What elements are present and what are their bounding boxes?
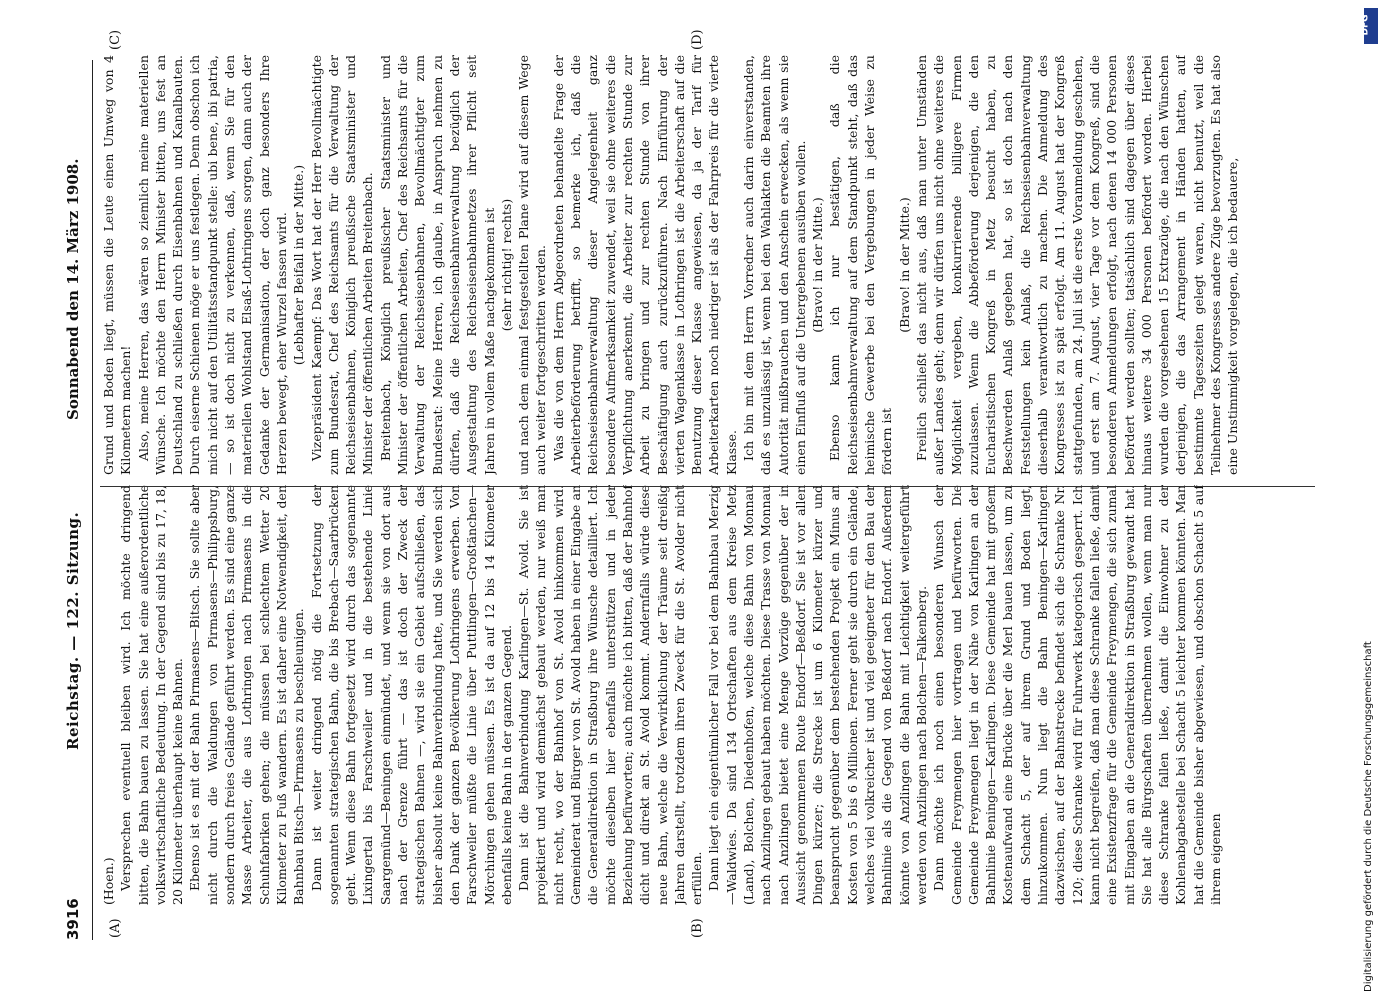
digitization-credit [1360,8,1380,992]
session-date: Sonnabend den 14. März 1908. [64,158,82,420]
paragraph: Freilich schließt das nicht aus, daß man unter Umständen außer Landes geht; denn wir dürfen uns nicht ohne weiteres die Möglichkeit vergeben, konkurrierende billigere Firmen zuzulassen. Wenn die Abbeförderung derjenigen, die den Eucharistischen Kongreß in Metz besucht haben, zu Beschwerden Anlaß gegeben hat, so ist doch nach den Feststellungen kein Anlaß, die Reichseisenbahnverwaltung dieserhalb verantwortlich zu machen. Die Anmeldung des Kongresses ist zu spät erfolgt. Am 11. August hat der Kongreß stattgefunden, am 24. Juli ist die erste Voranmeldung geschehen, und erst am 7. August, vier Tage vor dem Kongreß, sind die besonderen Anmeldungen erfolgt, nach denen 14 000 Personen befördert werden sollten; tatsächlich sind dagegen über dieses hinaus weitere 34 000 Personen befördert worden. Hierbei wurden die vorgesehenen 15 Extrazüge, die nach den Wünschen derjenigen, die das Arrangement in Händen hatten, auf bestimmte Tageszeiten gelegt waren, nicht benutzt, weil die Teilnehmer des Kongresses andere Züge bevorzugten. Es hat also eine Unstimmigkeit vorgelegen, die ich bedauere, [913,55,1241,475]
dfg-logo-text: DFG [1360,14,1371,36]
paragraph: Dann liegt ein eigentümlicher Fall vor bei dem Bahnbau Merzig—Waldwies. Da sind 134 Ortschaften aus dem Kreise Metz (Land), Bolchen, Diedenhofen, welche diese Bahn von Monnau nach Anzlingen gebaut haben möchten. Diese Trasse von Monnau nach Anzlingen bietet eine Menge Vorzüge gegenüber der in Aussicht genommenen Route Endorf—Beßdorf. Sie ist vor allen Dingen kürzer; die Strecke ist um 6 Kilometer kürzer und beansprucht gegenüber dem bestehenden Projekt ein Minus an Kosten von 5 bis 6 Millionen. Ferner geht sie durch ein Gelände, welches viel volkreicher ist und viel geeigneter für den Bau der Bahnlinie als die Gegend von Beßdorf nach Endorf. Außerdem könnte von Anzlingen die Bahn mit Leichtigkeit weitergeführt werden von Anzlingen nach Bolchen—Falkenberg. [706,485,929,905]
paragraph: Also, meine Herren, das wären so ziemlich meine materiellen Wünsche. Ich möchte den Herrn Minister bitten, uns fest an Deutschland zu schließen durch Eisenbahnen und Kanalbauten. Durch eiserne Schienen möge er uns festlegen. Denn obschon ich mich nicht auf den Utilitätsstandpunkt stelle: ubi bene, ibi patria, — so ist doch nicht zu verkennen, daß, wenn Sie für den materiellen Wohlstand Elsaß-Lothringens sorgen, dann auch der Gedanke der Germanisation, der doch ganz besonders Ihre Herzen bewegt, eher Wurzel fassen wird. [135,55,289,475]
session-title: Reichstag. — 122. Sitzung. [64,511,82,750]
margin-marker-a: (A) [108,918,123,938]
interjection: (sehr richtig! rechts) [498,198,514,332]
credit-text: Digitalisierung gefördert durch die Deutsche Forschungsgemeinschaft [1363,641,1374,992]
header-rule [92,60,93,940]
interjection: (Bravo! in der Mitte.) [810,197,826,333]
paragraph: Breitenbach, Königlich preußischer Staatsminister und Minister der öffentlichen Arbeiten, Chef des Reichsamts für die Verwaltung der Reichseisenbahnen, Bevollmächtigter zum Bundesrat: Meine Herren, ich glaube, in Anspruch nehmen zu dürfen, daß die Reichseisenbahnverwaltung bezüglich der Ausgestaltung des Reichseisenbahnnetzes ihrer Pflicht seit Jahren in vollem Maße nachgekommen ist [377,55,497,475]
left-column [100,485,1320,905]
paragraph: Ich bin mit dem Herrn Vorredner auch darin einverstanden, daß es unzulässig ist, wenn bei den Wahlakten die Beamten ihre Autorität mißbrauchen und den Anschein erwecken, als wenn sie einen Einfluß auf die Untergebenen ausüben wollen. [740,55,808,475]
paragraph: Versprechen eventuell bleiben wird. Ich möchte dringend bitten, die Bahn bauen zu lassen. Sie hat eine außerordentliche volkswirtschaftliche Bedeutung. In der Gegend sind bis zu 17, 18, 20 Kilometer überhaupt keine Bahnen. [118,485,186,905]
paragraph: und nach dem einmal festgestellten Plane wird auf diesem Wege auch weiter fortgeschritten werden. [516,55,549,475]
margin-marker-c: (C) [108,29,123,50]
paragraph: Dann ist weiter dringend nötig die Fortsetzung der sogenannten strategischen Bahn, die bis Brebach—Saarbrücken geht. Wenn diese Bahn fortgesetzt wird durch das sogenannte Lixingertal bis Farschweiler und in die bestehende Linie Saargemünd—Beningen einmündet, und wenn sie von dort aus nach der Grenze führt — das ist doch der Zweck der strategischen Bahnen —, wird sie ein Gebiet aufschließen, das bisher absolut keine Bahnverbindung hatte, und Sie werden sich den Dank der ganzen Bevölkerung Lothringens erwerben. Von Farschweiler müßte die Linie über Puttlingen—Großtänchen—Mörchingen gehen müssen. Es ist da auf 12 bis 14 Kilometer ebenfalls keine Bahn in der ganzen Gegend. [308,485,514,905]
paragraph: Dann ist die Bahnverbindung Karlingen—St. Avold. Sie ist projektiert und wird demnächst gebaut werden, nur weiß man nicht recht, wo der Bahnhof von St. Avold hinkommen wird. Gemeinderat und Bürger von St. Avold haben in einer Eingabe an die Generaldirektion in Straßburg ihre Wünsche detailliert. Ich möchte dieselben hier ebenfalls unterstützen und in jeder Beziehung befürworten; auch möchte ich bitten, daß der Bahnhof dicht und direkt an St. Avold kommt. Andernfalls würde diese neue Bahn, welche die Verwirklichung der Träume seit dreißig Jahren darstellt, trotzdem ihren Zweck für die St. Avolder nicht erfüllen. [516,485,705,905]
page-number: 3916 [64,898,82,940]
paragraph: Vizepräsident Kaempf: Das Wort hat der Herr Bevollmächtigte zum Bundesrat, Chef des Reichsamts für die Verwaltung der Reichseisenbahnen, Königlich preußische Staatsminister und Minister der öffentlichen Arbeiten Breitenbach. [308,55,376,475]
margin-marker-d: (D) [690,29,705,50]
paragraph: Ebenso ist es mit der Bahn Pirmasens—Bitsch. Sie sollte aber nicht durch die Waldungen von Pirmasens—Philippsburg, sondern durch freies Gelände geführt werden. Es sind eine ganze Masse Arbeiter, die aus Lothringen nach Pirmasens in die Schuhfabriken gehen; die müssen bei schlechtem Wetter 20 Kilometer zu Fuß wandern. Es ist daher eine Notwendigkeit, den Bahnbau Bitsch—Pirmasens zu beschleunigen. [187,485,307,905]
column-divider [100,486,1315,487]
paragraph: Dann möchte ich noch einen besonderen Wunsch der Gemeinde Freymengen hier vortragen und befürworten. Die Gemeinde Freymengen liegt in der Nähe von Karlingen an der Bahnlinie Beningen—Karlingen. Diese Gemeinde hat mit großem Kostenaufwand eine Brücke über die Merl bauen lassen, um zu dem Schacht 5, der auf ihrem Grund und Boden liegt, hinzukommen. Nun liegt die Bahn Beningen—Karlingen dazwischen, auf der Bahnstrecke befindet sich die Schranke Nr. 120; diese Schranke wird für Fuhrwerk kategorisch gesperrt. Ich kann nicht begreifen, daß man diese Schranke fallen ließe, damit eine Existenzfrage für die Gemeinde Freymengen, die sich zumal mit Eingaben an die Generaldirektion in Straßburg gewandt hat. Sie hat alle Bürgschaften übernehmen wollen, wenn man nur diese Schranke fallen ließe, damit die Einwohner zu der Kohlenabgabestelle bei Schacht 5 leichter kommen könnten. Man hat die Gemeinde bisher abgewiesen, und obschon Schacht 5 auf ihrem eigenen [931,485,1223,905]
interjection: (Lebhafter Beifall in der Mitte.) [291,164,307,366]
interjection: (Bravo! in der Mitte.) [896,197,912,333]
speaker-tag: (Hoen.) [101,857,116,905]
paragraph: Ebenso kann ich nur bestätigen, daß die Reichseisenbahnverwaltung auf dem Standpunkt steht, daß das heimische Gewerbe bei den Vergebungen in jeder Weise zu fördern ist [827,55,895,475]
page-header [58,60,92,940]
right-column [100,55,1320,475]
margin-marker-b: (B) [690,918,705,938]
paragraph: Grund und Boden liegt, müssen die Leute einen Umweg von 4 Kilometern machen! [101,55,134,475]
paragraph: Was die von dem Herrn Abgeordneten behandelte Frage der Arbeiterbeförderung betrifft, so bemerke ich, daß die Reichseisenbahnverwaltung dieser Angelegenheit ganz besondere Aufmerksamkeit zuwendet, weil sie ohne weiteres die Verpflichtung anerkennt, die Arbeiter zur rechten Stunde zur Arbeit zu bringen und zur rechten Stunde von ihrer Beschäftigung auch zurückzuführen. Nach Einführung der vierten Wagenklasse in Lothringen ist die Arbeiterschaft auf die Benutzung dieser Klasse angewiesen, da ja der Tarif für Arbeiterkarten noch niedriger ist als der Fahrpreis für die vierte Klasse. [550,55,739,475]
